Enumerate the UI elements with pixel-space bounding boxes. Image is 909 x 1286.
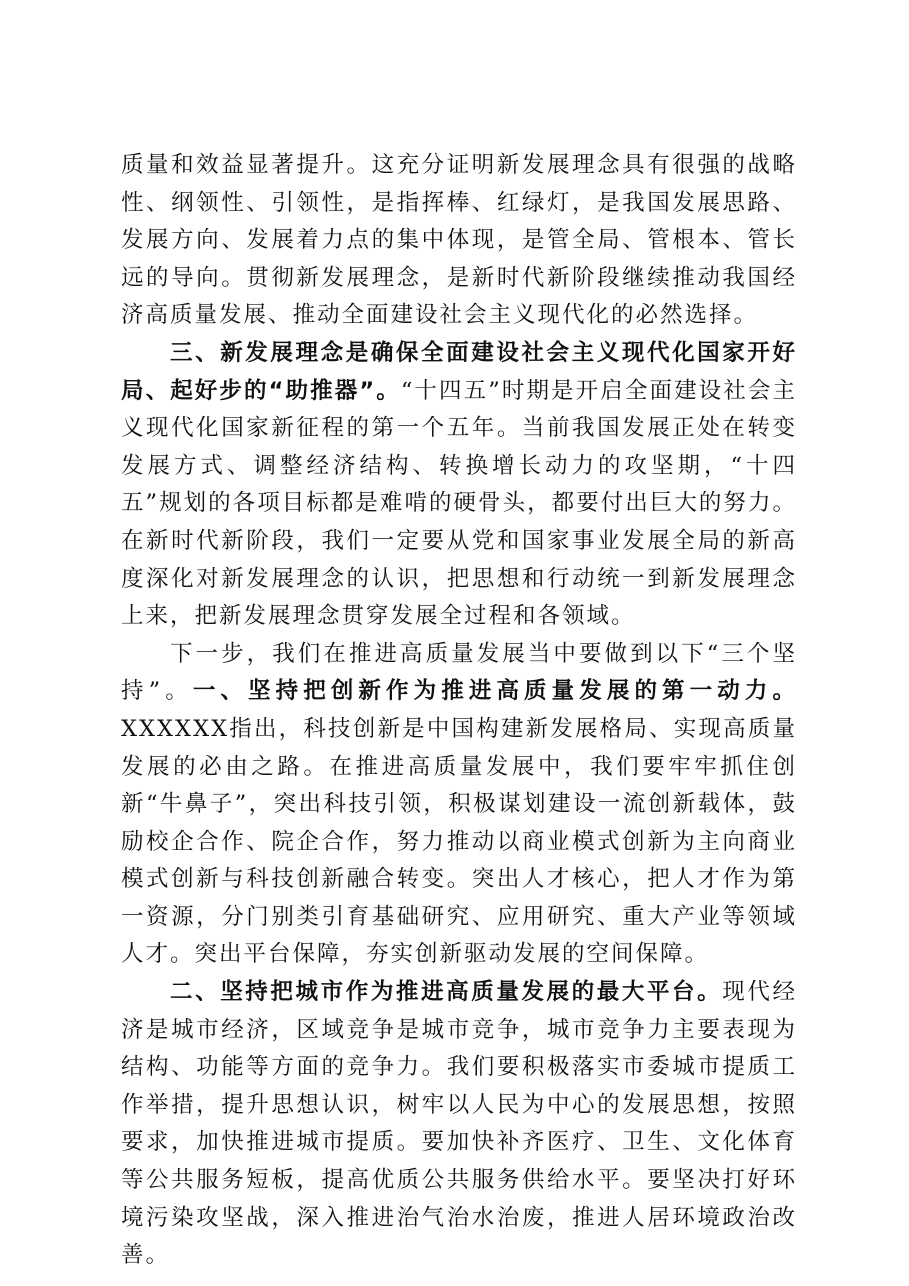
paragraph-next-steps bbox=[121, 636, 797, 974]
section-heading-three: 三、新发展理念是确保全面建设社会主义现代化国家开好局、起好步的“助推器”。 bbox=[121, 339, 797, 404]
paragraph-text: “十四五”时期是开启全面建设社会主义现代化国家新征程的第一个五年。当前我国发展正处在转变发展方式、调整经济结构、转换增长动力的攻坚期，“十四五”规划的各项目标都是难啃的硬骨头，都要付出巨大的努力。在新时代新阶段，我们一定要从党和国家事业发展全局的新高度深化对新发展理念的认识，把思想和行动统一到新发展理念上来，把新发展理念贯穿发展全过程和各领域。 bbox=[121, 377, 797, 630]
subsection-heading-two: 二、坚持把城市作为推进高质量发展的最大平台。 bbox=[170, 979, 723, 1006]
paragraph-continuation bbox=[121, 147, 797, 335]
paragraph-text: 质量和效益显著提升。这充分证明新发展理念具有很强的战略性、纲领性、引领性，是指挥棒、红绿灯，是我国发展思路、发展方向、发展着力点的集中体现，是管全局、管根本、管长远的导向。贯彻新发展理念，是新时代新阶段继续推动我国经济高质量发展、推动全面建设社会主义现代化的必然选择。 bbox=[121, 152, 797, 329]
paragraph-text: XXXXXX指出，科技创新是中国构建新发展格局、实现高质量发展的必由之路。在推进高质量发展中，我们要牢牢抓住创新“牛鼻子”，突出科技引领，积极谋划建设一流创新载体，鼓励校企合作、院企合作，努力推动以商业模式创新为主向商业模式创新与科技创新融合转变。突出人才核心，把人才作为第一资源，分门别类引育基础研究、应用研究、重大产业等领域人才。突出平台保障，夯实创新驱动发展的空间保障。 bbox=[121, 715, 797, 968]
paragraph-lead: 下一步，我们在推进高质量发展当中要做到以下“三个坚持”。 bbox=[121, 640, 797, 705]
paragraph-text: 现代经济是城市经济，区域竞争是城市竞争，城市竞争力主要表现为结构、功能等方面的竞争力。我们要积极落实市委城市提质工作举措，提升思想认识，树牢以人民为中心的发展思想，按照要求，加快推进城市提质。要加快补齐医疗、卫生、文化体育等公共服务短板，提高优质公共服务供给水平。要坚决打好环境污染攻坚战，深入推进治气治水治废，推进人居环境政治改善。 bbox=[121, 979, 797, 1269]
subsection-heading-one: 一、坚持把创新作为推进高质量发展的第一动力。 bbox=[192, 678, 797, 705]
paragraph-section-three bbox=[121, 335, 797, 636]
paragraph-subsection-two bbox=[121, 974, 797, 1275]
document-body bbox=[121, 147, 797, 1275]
